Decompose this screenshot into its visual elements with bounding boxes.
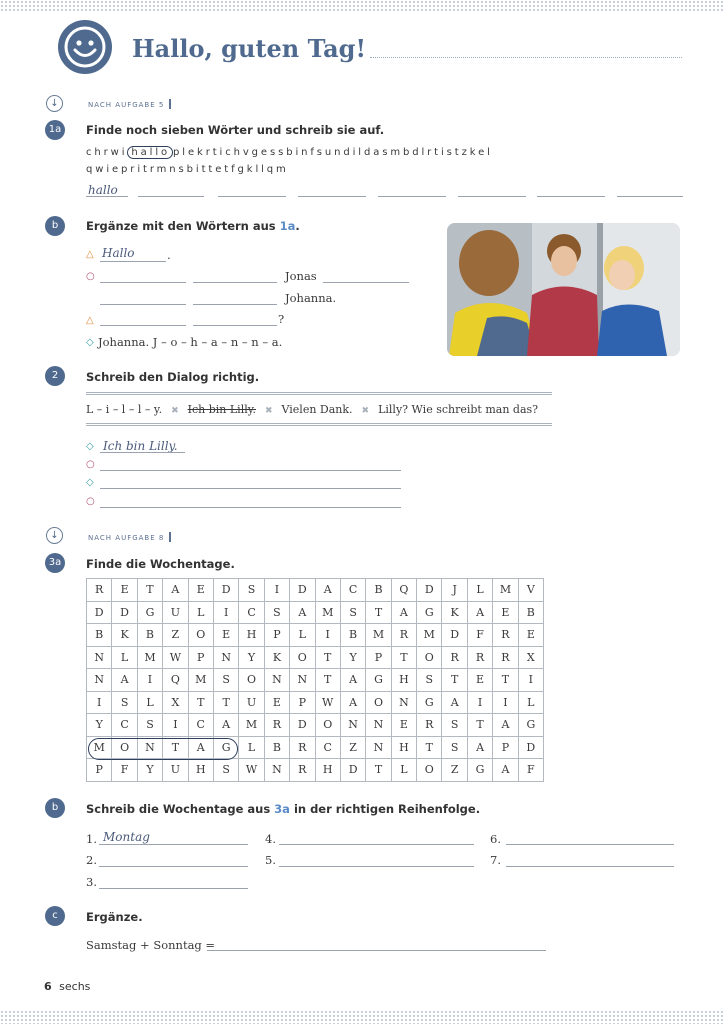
answer-line	[506, 844, 674, 845]
page-number: 6	[44, 980, 52, 993]
grid-cell: L	[391, 759, 416, 782]
grid-cell: S	[264, 601, 289, 624]
grid-cell: R	[290, 759, 315, 782]
exercise-badge: 1a	[45, 120, 65, 140]
grid-cell: W	[163, 646, 188, 669]
dialog-parts: L – i – l – l – y. ✖ Ich bin Lilly. ✖ Vielen Dank. ✖ Lilly? Wie schreibt man das?	[86, 403, 539, 416]
grid-cell: V	[518, 579, 543, 602]
grid-cell: E	[213, 624, 238, 647]
grid-cell: I	[137, 669, 162, 692]
grid-cell: F	[112, 759, 137, 782]
grid-cell: Z	[442, 759, 467, 782]
answer-line	[100, 470, 401, 471]
grid-cell: T	[467, 714, 492, 737]
grid-cell: A	[391, 601, 416, 624]
exercise-instruction: Ergänze mit den Wörtern aus 1a.	[86, 219, 300, 233]
grid-cell: X	[163, 691, 188, 714]
grid-cell: T	[442, 669, 467, 692]
answer-line	[99, 888, 248, 889]
answer-line	[506, 866, 674, 867]
page-footer	[44, 980, 90, 993]
grid-cell: E	[493, 601, 518, 624]
grid-cell: I	[213, 601, 238, 624]
grid-cell: E	[391, 714, 416, 737]
down-arrow-icon: ↓	[46, 527, 63, 544]
grid-cell: D	[87, 601, 112, 624]
grid-cell: S	[340, 601, 365, 624]
equation-text: Samstag + Sonntag =	[86, 938, 216, 952]
grid-cell: S	[417, 669, 442, 692]
grid-cell: A	[290, 601, 315, 624]
page-title: Hallo, guten Tag!	[132, 34, 366, 63]
grid-cell: F	[467, 624, 492, 647]
grid-cell: K	[442, 601, 467, 624]
grid-cell: P	[290, 691, 315, 714]
answer-line	[100, 325, 186, 326]
letter-chain-line1: chrwi hallo plekrtichvgessbinfsundildasmbdlrtistzkel	[86, 147, 493, 158]
nach-aufgabe-label: NACH AUFGABE 5	[88, 99, 171, 109]
exercise-instruction: Ergänze.	[86, 910, 143, 924]
grid-cell: T	[188, 691, 213, 714]
exercise-instruction: Finde noch sieben Wörter und schreib sie auf.	[86, 123, 385, 137]
grid-cell: O	[290, 646, 315, 669]
grid-cell: X	[518, 646, 543, 669]
grid-cell: R	[467, 646, 492, 669]
circle-icon: ○	[86, 459, 95, 470]
answer-line	[279, 866, 474, 867]
grid-cell: I	[518, 669, 543, 692]
grid-cell: C	[188, 714, 213, 737]
grid-cell: N	[366, 714, 391, 737]
page-word: sechs	[59, 980, 91, 993]
grid-cell: L	[467, 579, 492, 602]
wavy-divider	[86, 392, 552, 395]
grid-cell: B	[264, 736, 289, 759]
answer-example: hallo	[88, 183, 118, 197]
grid-cell: A	[340, 691, 365, 714]
answer-line	[537, 196, 605, 197]
grid-cell: A	[112, 669, 137, 692]
grid-cell: T	[315, 669, 340, 692]
answer-text: Montag	[103, 830, 150, 844]
grid-cell: R	[290, 736, 315, 759]
answer-line	[458, 196, 526, 197]
order-label: 4.	[265, 832, 276, 846]
students-photo	[447, 223, 680, 356]
grid-cell: Q	[391, 579, 416, 602]
top-dot-border	[0, 0, 724, 12]
grid-cell: G	[137, 601, 162, 624]
smiley-icon	[58, 20, 112, 74]
bottom-dot-border	[0, 1010, 724, 1024]
exercise-badge: 3a	[45, 553, 65, 573]
answer-line	[298, 196, 366, 197]
exercise-badge: b	[45, 798, 65, 818]
grid-cell: I	[493, 691, 518, 714]
grid-cell: I	[315, 624, 340, 647]
grid-cell: S	[442, 736, 467, 759]
grid-cell: Y	[137, 759, 162, 782]
circle-icon: ○	[86, 271, 95, 282]
answer-line	[218, 196, 286, 197]
grid-cell: A	[467, 736, 492, 759]
exercise-badge: c	[45, 906, 65, 926]
dialog-name: Jonas	[285, 269, 317, 283]
grid-cell: K	[264, 646, 289, 669]
grid-cell: Z	[340, 736, 365, 759]
grid-cell: D	[518, 736, 543, 759]
grid-cell: E	[467, 669, 492, 692]
grid-cell: B	[340, 624, 365, 647]
grid-cell: P	[264, 624, 289, 647]
dialog-line: Johanna. J – o – h – a – n – n – a.	[98, 335, 283, 349]
answer-line	[100, 507, 401, 508]
grid-cell: T	[137, 579, 162, 602]
grid-cell: B	[518, 601, 543, 624]
grid-cell: S	[112, 691, 137, 714]
grid-row	[87, 646, 544, 669]
grid-cell: A	[163, 579, 188, 602]
grid-cell: R	[493, 646, 518, 669]
grid-cell: E	[112, 579, 137, 602]
grid-cell: H	[391, 736, 416, 759]
order-label: 1.	[86, 832, 97, 846]
grid-cell: Y	[239, 646, 264, 669]
grid-cell: P	[188, 646, 213, 669]
grid-cell: N	[213, 646, 238, 669]
grid-cell: D	[213, 579, 238, 602]
grid-cell: P	[493, 736, 518, 759]
order-label: 5.	[265, 853, 276, 867]
grid-cell: W	[239, 759, 264, 782]
grid-cell: I	[467, 691, 492, 714]
grid-cell: A	[442, 691, 467, 714]
grid-cell: B	[137, 624, 162, 647]
grid-cell: P	[87, 759, 112, 782]
punctuation: .	[167, 248, 171, 262]
grid-cell: T	[366, 601, 391, 624]
grid-cell: L	[112, 646, 137, 669]
grid-cell: L	[239, 736, 264, 759]
grid-cell: O	[417, 759, 442, 782]
grid-cell: K	[112, 624, 137, 647]
grid-cell: S	[239, 579, 264, 602]
answer-line	[207, 950, 546, 951]
grid-cell: N	[264, 759, 289, 782]
answer-text: Ich bin Lilly.	[103, 439, 178, 453]
grid-cell: M	[188, 669, 213, 692]
grid-cell: J	[442, 579, 467, 602]
grid-cell: A	[493, 759, 518, 782]
grid-cell: M	[87, 736, 112, 759]
answer-line	[100, 488, 401, 489]
grid-cell: T	[163, 736, 188, 759]
grid-cell: C	[112, 714, 137, 737]
answer-line	[193, 304, 277, 305]
grid-cell: N	[366, 736, 391, 759]
order-label: 6.	[490, 832, 501, 846]
title-dotted-rule	[370, 57, 682, 58]
grid-cell: H	[188, 759, 213, 782]
grid-cell: T	[417, 736, 442, 759]
grid-row	[87, 579, 544, 602]
grid-cell: O	[188, 624, 213, 647]
grid-cell: R	[87, 579, 112, 602]
exercise-instruction: Schreib den Dialog richtig.	[86, 370, 260, 384]
answer-line	[617, 196, 683, 197]
grid-cell: L	[137, 691, 162, 714]
grid-cell: C	[315, 736, 340, 759]
grid-cell: O	[239, 669, 264, 692]
grid-cell: E	[518, 624, 543, 647]
grid-cell: D	[340, 759, 365, 782]
grid-cell: A	[188, 736, 213, 759]
grid-cell: O	[366, 691, 391, 714]
grid-cell: D	[290, 579, 315, 602]
down-arrow-icon: ↓	[46, 95, 63, 112]
order-label: 3.	[86, 875, 97, 889]
grid-cell: T	[391, 646, 416, 669]
grid-cell: Y	[87, 714, 112, 737]
triangle-icon: △	[86, 249, 94, 260]
grid-cell: G	[518, 714, 543, 737]
answer-line	[323, 282, 409, 283]
grid-cell: S	[213, 759, 238, 782]
grid-cell: N	[340, 714, 365, 737]
wavy-divider	[86, 423, 552, 426]
grid-cell: D	[112, 601, 137, 624]
grid-cell: L	[290, 624, 315, 647]
grid-cell: M	[417, 624, 442, 647]
found-word-ring	[88, 738, 238, 760]
grid-cell: R	[442, 646, 467, 669]
exercise-badge: 2	[45, 366, 65, 386]
grid-cell: N	[391, 691, 416, 714]
grid-cell: R	[417, 714, 442, 737]
grid-cell: N	[87, 669, 112, 692]
grid-cell: D	[417, 579, 442, 602]
grid-cell: D	[442, 624, 467, 647]
answer-line	[100, 282, 186, 283]
grid-cell: R	[391, 624, 416, 647]
dialog-name: Johanna.	[285, 291, 337, 305]
answer-line	[279, 844, 474, 845]
grid-cell: M	[366, 624, 391, 647]
grid-cell: G	[417, 601, 442, 624]
grid-cell: L	[518, 691, 543, 714]
grid-cell: S	[442, 714, 467, 737]
grid-cell: O	[112, 736, 137, 759]
grid-cell: N	[290, 669, 315, 692]
grid-cell: R	[264, 714, 289, 737]
grid-cell: T	[213, 691, 238, 714]
grid-cell: O	[417, 646, 442, 669]
grid-row	[87, 601, 544, 624]
grid-cell: U	[163, 759, 188, 782]
grid-cell: M	[137, 646, 162, 669]
grid-cell: A	[315, 579, 340, 602]
answer-line	[193, 325, 277, 326]
answer-line	[100, 261, 166, 262]
grid-cell: D	[290, 714, 315, 737]
answer-line	[100, 304, 186, 305]
order-label: 2.	[86, 853, 97, 867]
answer-text: Hallo	[102, 246, 135, 260]
grid-row	[87, 714, 544, 737]
answer-line	[99, 844, 248, 845]
grid-cell: O	[315, 714, 340, 737]
grid-cell: I	[264, 579, 289, 602]
triangle-icon: △	[86, 315, 94, 326]
grid-cell: A	[213, 714, 238, 737]
answer-line	[193, 282, 277, 283]
grid-cell: H	[239, 624, 264, 647]
grid-row	[87, 691, 544, 714]
grid-cell: U	[239, 691, 264, 714]
grid-cell: E	[188, 579, 213, 602]
grid-cell: N	[264, 669, 289, 692]
grid-cell: Z	[163, 624, 188, 647]
grid-cell: F	[518, 759, 543, 782]
grid-cell: T	[493, 669, 518, 692]
grid-cell: H	[391, 669, 416, 692]
grid-cell: U	[163, 601, 188, 624]
grid-cell: M	[315, 601, 340, 624]
grid-row	[87, 669, 544, 692]
answer-line	[99, 866, 248, 867]
punctuation: ?	[278, 312, 285, 326]
grid-cell: M	[493, 579, 518, 602]
grid-cell: S	[213, 669, 238, 692]
answer-line	[100, 452, 185, 453]
nach-aufgabe-label: NACH AUFGABE 8	[88, 532, 171, 542]
grid-cell: C	[239, 601, 264, 624]
grid-cell: T	[315, 646, 340, 669]
grid-cell: T	[366, 759, 391, 782]
grid-cell: G	[366, 669, 391, 692]
order-label: 7.	[490, 853, 501, 867]
grid-cell: I	[87, 691, 112, 714]
diamond-icon: ◇	[86, 441, 94, 452]
exercise-instruction: Schreib die Wochentage aus 3a in der richtigen Reihenfolge.	[86, 802, 481, 816]
letter-chain-line2: qwiepritrmnsbittetfgkllqm	[86, 164, 289, 175]
grid-cell: B	[366, 579, 391, 602]
exercise-instruction: Finde die Wochentage.	[86, 557, 235, 571]
circle-icon: ○	[86, 496, 95, 507]
grid-cell: E	[264, 691, 289, 714]
grid-cell: N	[87, 646, 112, 669]
grid-cell: A	[467, 601, 492, 624]
grid-row	[87, 759, 544, 782]
grid-cell: H	[315, 759, 340, 782]
grid-cell: W	[315, 691, 340, 714]
grid-cell: B	[87, 624, 112, 647]
grid-cell: G	[467, 759, 492, 782]
diamond-icon: ◇	[86, 337, 94, 348]
exercise-badge: b	[45, 216, 65, 236]
diamond-icon: ◇	[86, 477, 94, 488]
grid-cell: Q	[163, 669, 188, 692]
grid-cell: Y	[340, 646, 365, 669]
grid-cell: R	[493, 624, 518, 647]
answer-line	[138, 196, 204, 197]
found-word-ring: hallo	[127, 146, 173, 159]
grid-row	[87, 624, 544, 647]
grid-cell: G	[213, 736, 238, 759]
grid-cell: N	[137, 736, 162, 759]
grid-cell: I	[163, 714, 188, 737]
grid-cell: A	[340, 669, 365, 692]
answer-line	[378, 196, 446, 197]
grid-cell: L	[188, 601, 213, 624]
grid-cell: S	[137, 714, 162, 737]
grid-cell: P	[366, 646, 391, 669]
grid-cell: A	[493, 714, 518, 737]
grid-cell: C	[340, 579, 365, 602]
grid-cell: G	[417, 691, 442, 714]
grid-cell: M	[239, 714, 264, 737]
